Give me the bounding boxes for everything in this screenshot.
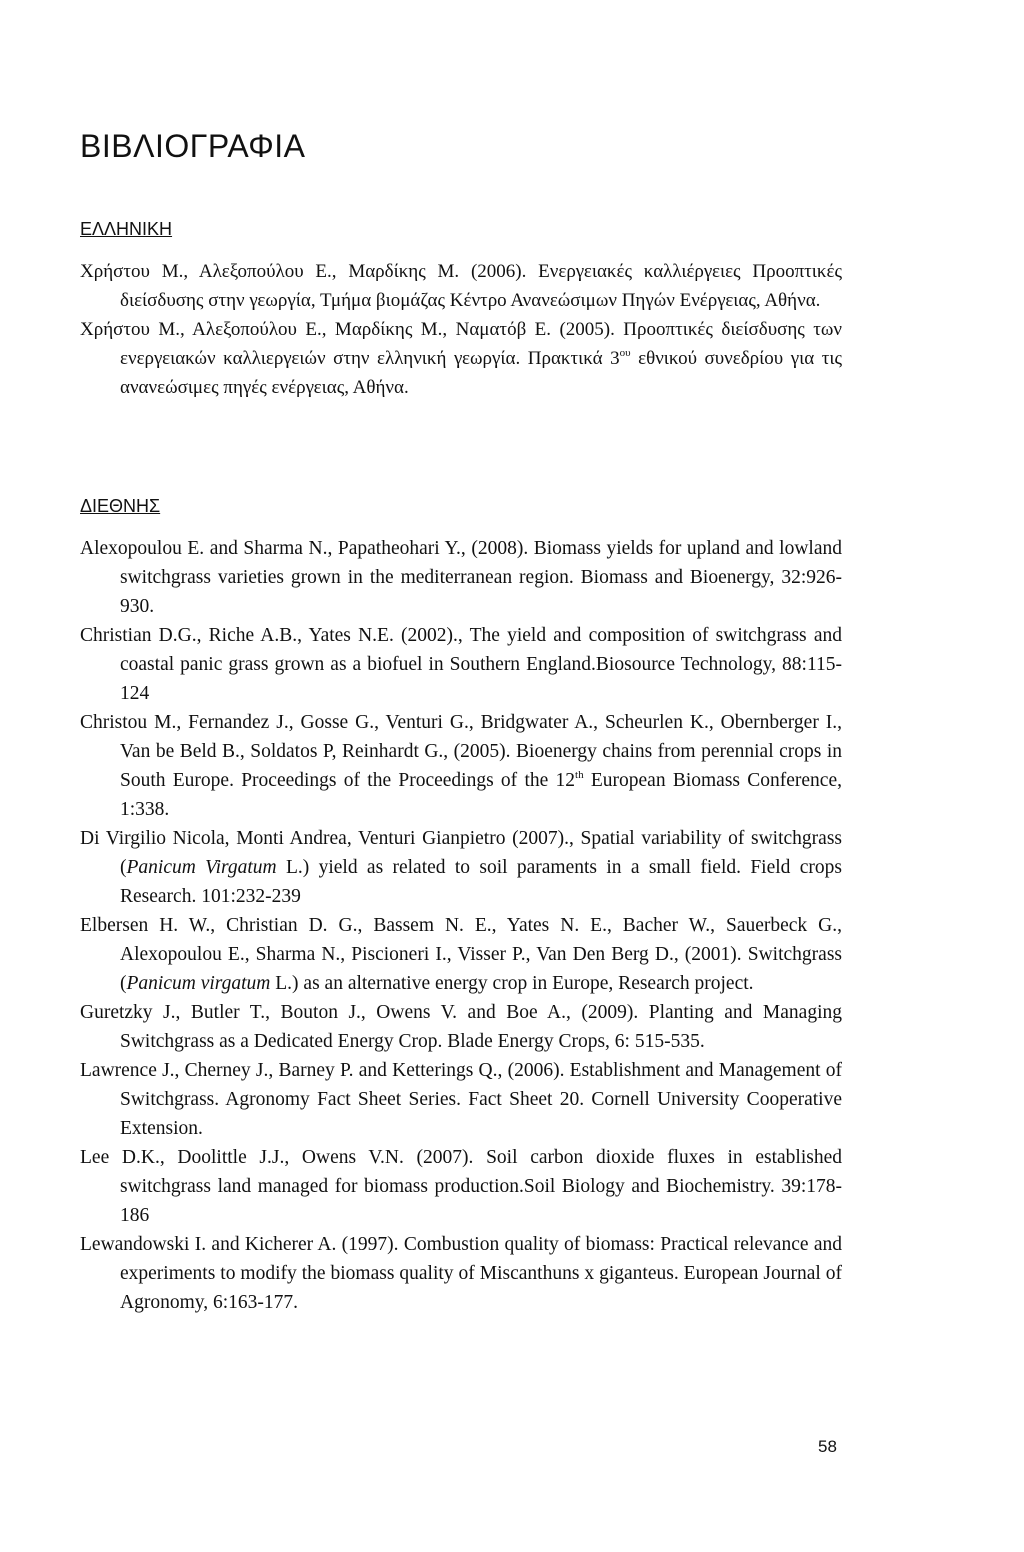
reference-entry: Elbersen H. W., Christian D. G., Bassem N. E., Yates N. E., Bacher W., Sauerbeck G., Alexopoulou E., Sharma N., Piscioneri I., Visser P., Van Den Berg D., (2001). Switchgrass (Panicum virgatum L.) as an alternative energy crop in Europe, Research project. [80, 915, 842, 994]
reference-entry: Χρήστου Μ., Αλεξοπούλου Ε., Μαρδίκης Μ. (2006). Ενεργειακές καλλιέργειες Προοπτικές διείσδυσης στην γεωργία, Τμήμα βιομάζας Κέντρο Ανανεώσιμων Πηγών Ενέργειας, Αθήνα. [80, 261, 842, 311]
reference-entry: Di Virgilio Nicola, Monti Andrea, Venturi Gianpietro (2007)., Spatial variability of switchgrass (Panicum Virgatum L.) yield as related to soil paraments in a small field. Field crops Research. 101:232-239 [80, 828, 842, 907]
reference-list-greek [80, 257, 842, 402]
reference-entry: Christian D.G., Riche A.B., Yates N.E. (2002)., The yield and composition of switchgrass and coastal panic grass grown as a biofuel in Southern England.Biosource Technology, 88:115-124 [80, 625, 842, 704]
section-heading-international: ΔΙΕΘΝΗΣ [80, 496, 161, 516]
page-title: ΒΙΒΛΙΟΓΡΑΦΙΑ [80, 128, 306, 164]
reference-entry: Χρήστου Μ., Αλεξοπούλου Ε., Μαρδίκης Μ., Ναματόβ Ε. (2005). Προοπτικές διείσδυσης των ενεργειακών καλλιεργειών στην ελληνική γεωργία. Πρακτικά $3^{o\upsilon}$ εθνικού συνεδρίου για τις ανανεώσιμες πηγές ενέργειας, Αθήνα. [80, 319, 842, 398]
reference-list-international [80, 534, 842, 1317]
reference-entry: Lawrence J., Cherney J., Barney P. and Ketterings Q., (2006). Establishment and Management of Switchgrass. Agronomy Fact Sheet Series. Fact Sheet 20. Cornell University Cooperative Extension. [80, 1060, 842, 1139]
reference-entry: Lewandowski I. and Kicherer A. (1997). Combustion quality of biomass: Practical relevance and experiments to modify the biomass quality of Miscanthuns x giganteus. European Journal of Agronomy, 6:163-177. [80, 1234, 842, 1313]
reference-entry: Christou M., Fernandez J., Gosse G., Venturi G., Bridgwater A., Scheurlen K., Obernberger I., Van be Beld B., Soldatos P, Reinhardt G., (2005). Bioenergy chains from perennial crops in South Europe. Proceedings of the Proceedings of the 12th European Biomass Conference, 1:338. [80, 712, 842, 820]
reference-entry: Alexopoulou E. and Sharma N., Papatheohari Y., (2008). Biomass yields for upland and lowland switchgrass varieties grown in the mediterranean region. Biomass and Bioenergy, 32:926-930. [80, 538, 842, 617]
page-number: 58 [818, 1437, 837, 1456]
reference-entry: Lee D.K., Doolittle J.J., Owens V.N. (2007). Soil carbon dioxide fluxes in established switchgrass land managed for biomass production.Soil Biology and Biochemistry. 39:178-186 [80, 1147, 842, 1226]
reference-entry: Guretzky J., Butler T., Bouton J., Owens V. and Boe A., (2009). Planting and Managing Switchgrass as a Dedicated Energy Crop. Blade Energy Crops, 6: 515-535. [80, 1002, 842, 1052]
section-heading-greek: ΕΛΛΗΝΙΚΗ [80, 219, 173, 239]
